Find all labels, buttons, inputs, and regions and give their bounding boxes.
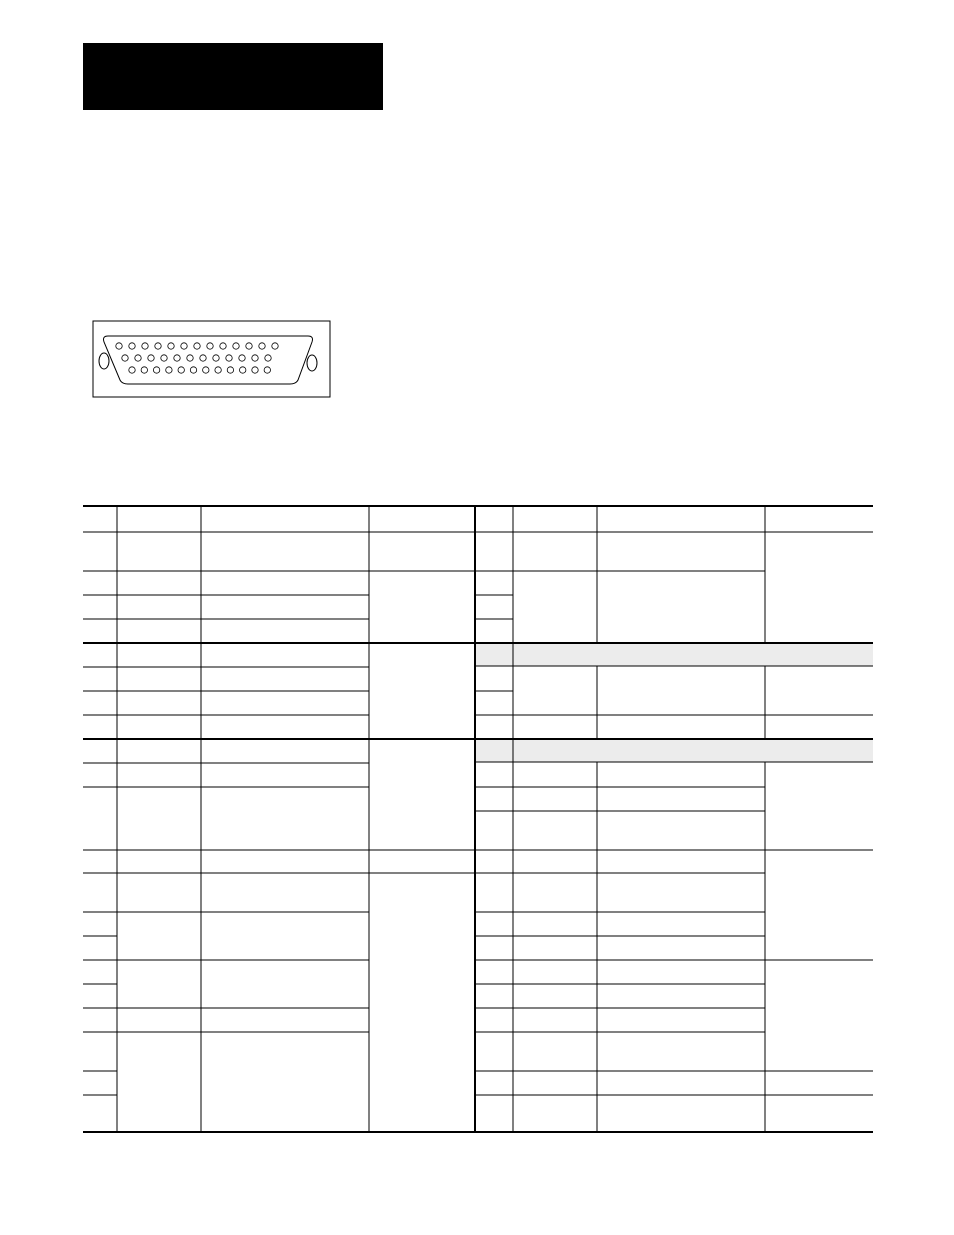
connector-top-pin-numbers [135, 300, 305, 314]
pin-hole [252, 367, 258, 373]
pin-hole [233, 343, 239, 349]
chapter-header-block [83, 43, 383, 110]
pin-hole [194, 343, 200, 349]
pin-hole [200, 355, 206, 361]
pin-hole [116, 343, 122, 349]
pin-hole [239, 355, 245, 361]
pin-hole [220, 343, 226, 349]
pin-hole [166, 367, 172, 373]
pin-hole [161, 355, 167, 361]
pinout-table [83, 505, 873, 1133]
pin-hole [226, 355, 232, 361]
pin-hole [181, 343, 187, 349]
pin-hole [215, 367, 221, 373]
pin-hole [259, 343, 265, 349]
pin-hole [203, 367, 209, 373]
pin-hole [246, 343, 252, 349]
pin-hole [129, 343, 135, 349]
pin-hole [178, 367, 184, 373]
pin-hole [240, 367, 246, 373]
d-sub-connector-diagram [92, 320, 332, 400]
pin-hole [168, 343, 174, 349]
connector-bottom-pin-numbers [150, 404, 290, 418]
table-grid [83, 505, 873, 1133]
mounting-hole-left [99, 353, 109, 369]
pin-hole [122, 355, 128, 361]
mounting-hole-right [307, 355, 317, 371]
pin-hole [153, 367, 159, 373]
pin-hole [264, 367, 270, 373]
pin-hole [148, 355, 154, 361]
pin-hole [190, 367, 196, 373]
pin-hole [265, 355, 271, 361]
pin-hole [227, 367, 233, 373]
pin-hole [155, 343, 161, 349]
pin-hole [252, 355, 258, 361]
pin-hole [272, 343, 278, 349]
pin-hole [174, 355, 180, 361]
pin-hole [129, 367, 135, 373]
pin-hole [135, 355, 141, 361]
pin-hole [213, 355, 219, 361]
pin-hole [207, 343, 213, 349]
pin-hole [187, 355, 193, 361]
shaded-row [475, 739, 873, 762]
shaded-row [475, 643, 873, 666]
pin-hole [142, 343, 148, 349]
pin-hole [141, 367, 147, 373]
